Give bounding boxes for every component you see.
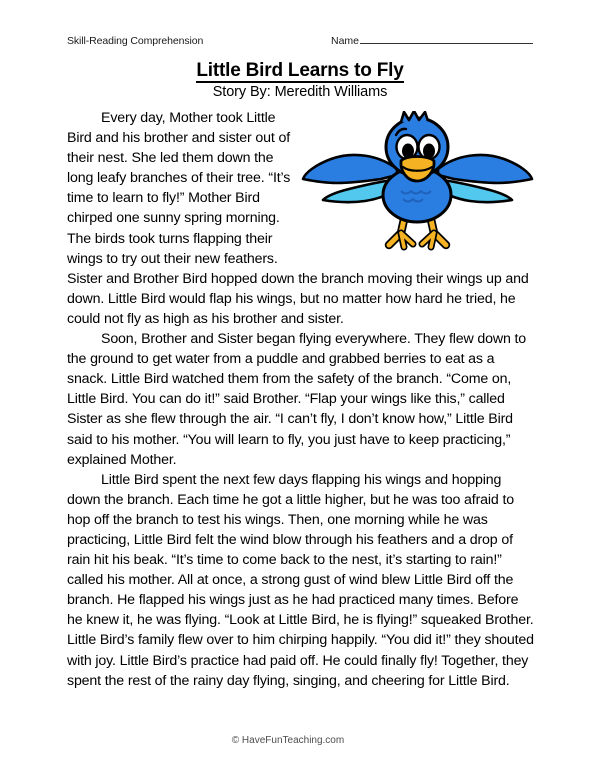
story-paragraph: Soon, Brother and Sister began flying everywhere. They flew down to the ground to get water from a puddle and grabbed berries to eat as a snack. Little Bird watched them from the safety of the branch. “Come on, Little Bird. You can do it!” said Brother. “Flap your wings like this,” called Sister as she flew through the air. “I can’t fly, I don’t know how,” Little Bird said to his mother. “You will learn to fly, you just have to keep practicing,” explained Mother. xyxy=(67,331,527,468)
blue-bird-flying-illustration xyxy=(301,111,534,253)
name-input-line[interactable] xyxy=(360,33,533,44)
page-title xyxy=(0,60,600,82)
story-body xyxy=(67,108,534,691)
footer-copyright: © HaveFunTeaching.com xyxy=(231,735,345,746)
story-paragraph: Little Bird spent the next few days flapping his wings and hopping down the branch. Each time he got a little higher, but he was too afraid to hop off the branch to test his wings. Then, one morning while he was practicing, Little Bird felt the wind blow through his feathers and a drop of rain hit his beak. “It’s time to come back to the nest, it’s starting to rain!” called his mother. All at once, a strong gust of wind blew Little Bird off the branch. He flapped his wings just as he had practiced many times. Before he knew it, he was flying. “Look at Little Bird, he is flying!” squeaked Brother. Little Bird’s family flew over to him chirping happily. “You did it!” they shouted with joy. Little Bird’s practice had paid off. He could finally fly! Together, they spent the rest of the rainy day flying, singing, and cheering for Little Bird. xyxy=(67,471,534,689)
worksheet-header xyxy=(67,33,533,47)
skill-label: Skill-Reading Comprehension xyxy=(67,35,204,47)
name-label: Name xyxy=(330,35,359,47)
page-title-text: Little Bird Learns to Fly xyxy=(196,60,404,81)
name-field-group xyxy=(331,33,533,47)
story-paragraph: Every day, Mother took Little Bird and his brother and sister out of their nest. She led them down the long leafy branches of their tree. “It’s time to learn to fly!” Mother Bird chirped one sunny spring morning. The birds took turns flapping their wings to try out their new feathers. Sister and Brother Bird hopped down the branch moving their wings up and down. Little Bird would flap his wings, but no matter how hard he tried, he could not fly as high as his brother and sister. xyxy=(67,110,529,327)
story-byline: Story By: Meredith Williams xyxy=(212,84,388,100)
